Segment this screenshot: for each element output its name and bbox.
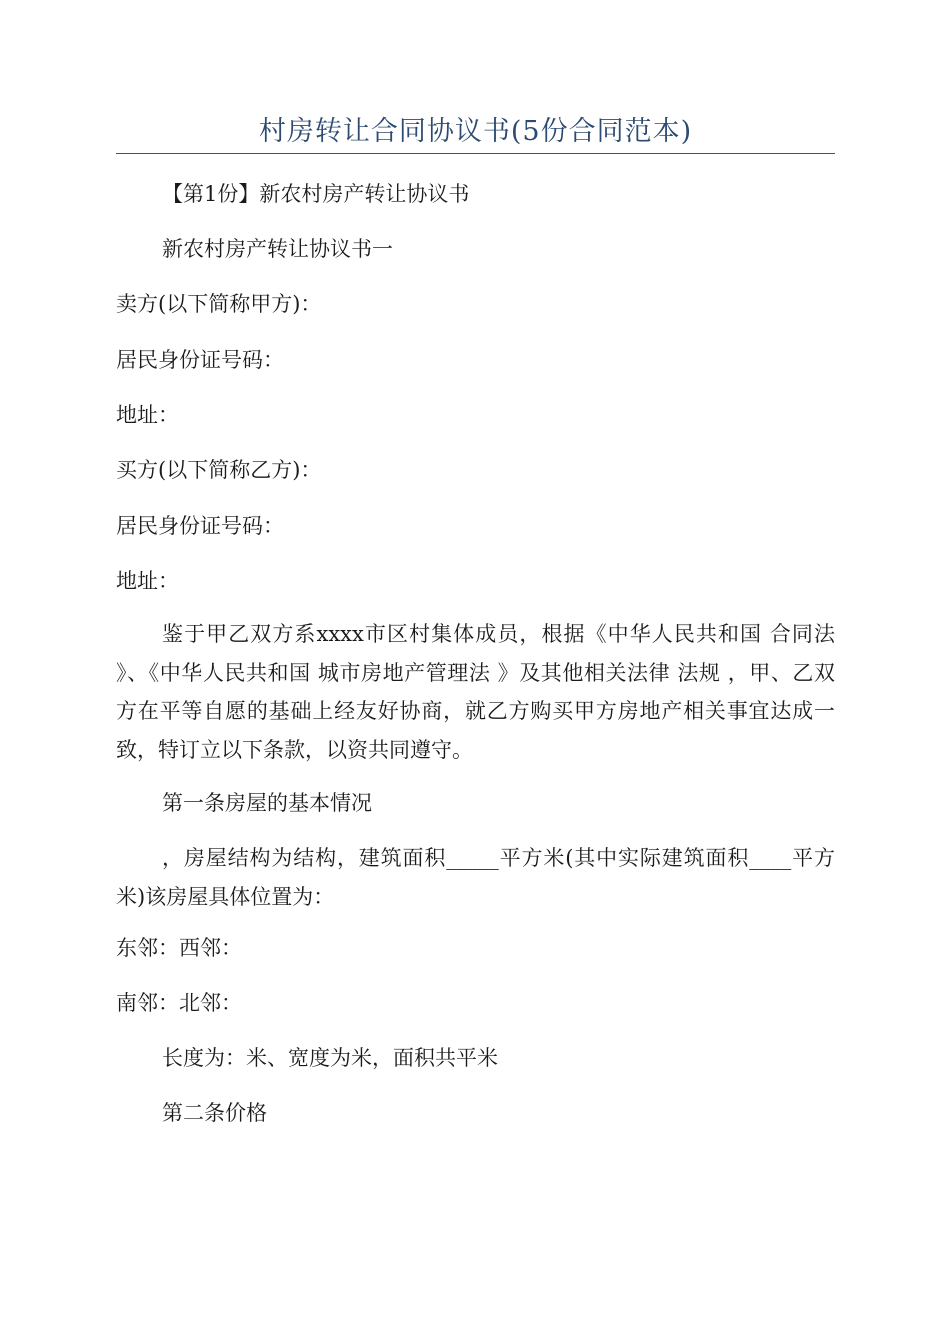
buyer-id-label: 居民身份证号码： xyxy=(116,514,284,538)
article-1-body: ，房屋结构为结构，建筑面积_____平方米(其中实际建筑面积____平方米)该房屋具体位置为： xyxy=(116,846,835,909)
title-underline xyxy=(116,153,835,154)
document-title: 村房转让合同协议书(5份合同范本) xyxy=(258,116,693,147)
article-1-title: 第一条房屋的基本情况 xyxy=(162,791,372,815)
subheading: 新农村房产转让协议书一 xyxy=(162,237,393,261)
neighbors-east-west: 东邻：西邻： xyxy=(116,936,242,960)
buyer-label: 买方(以下简称乙方)： xyxy=(116,458,322,482)
seller-address-label: 地址： xyxy=(116,403,179,427)
dimensions-line: 长度为：米、宽度为米，面积共平米 xyxy=(162,1046,498,1070)
buyer-address-label: 地址： xyxy=(116,569,179,593)
preamble-paragraph: 鉴于甲乙双方系xxxx市区村集体成员，根据《中华人民共和国 合同法 》、《中华人民共和国 城市房地产管理法 》及其他相关法律 法规 ，甲、乙双方在平等自愿的基础上经友好协商，就乙方购买甲方房地产相关事宜达成一致，特订立以下条款，以资共同遵守。 xyxy=(116,622,835,762)
seller-label: 卖方(以下简称甲方)： xyxy=(116,292,322,316)
neighbors-south-north: 南邻：北邻： xyxy=(116,991,242,1015)
section-heading: 【第1份】新农村房产转让协议书 xyxy=(162,182,470,206)
article-2-title: 第二条价格 xyxy=(162,1101,267,1125)
seller-id-label: 居民身份证号码： xyxy=(116,348,284,372)
